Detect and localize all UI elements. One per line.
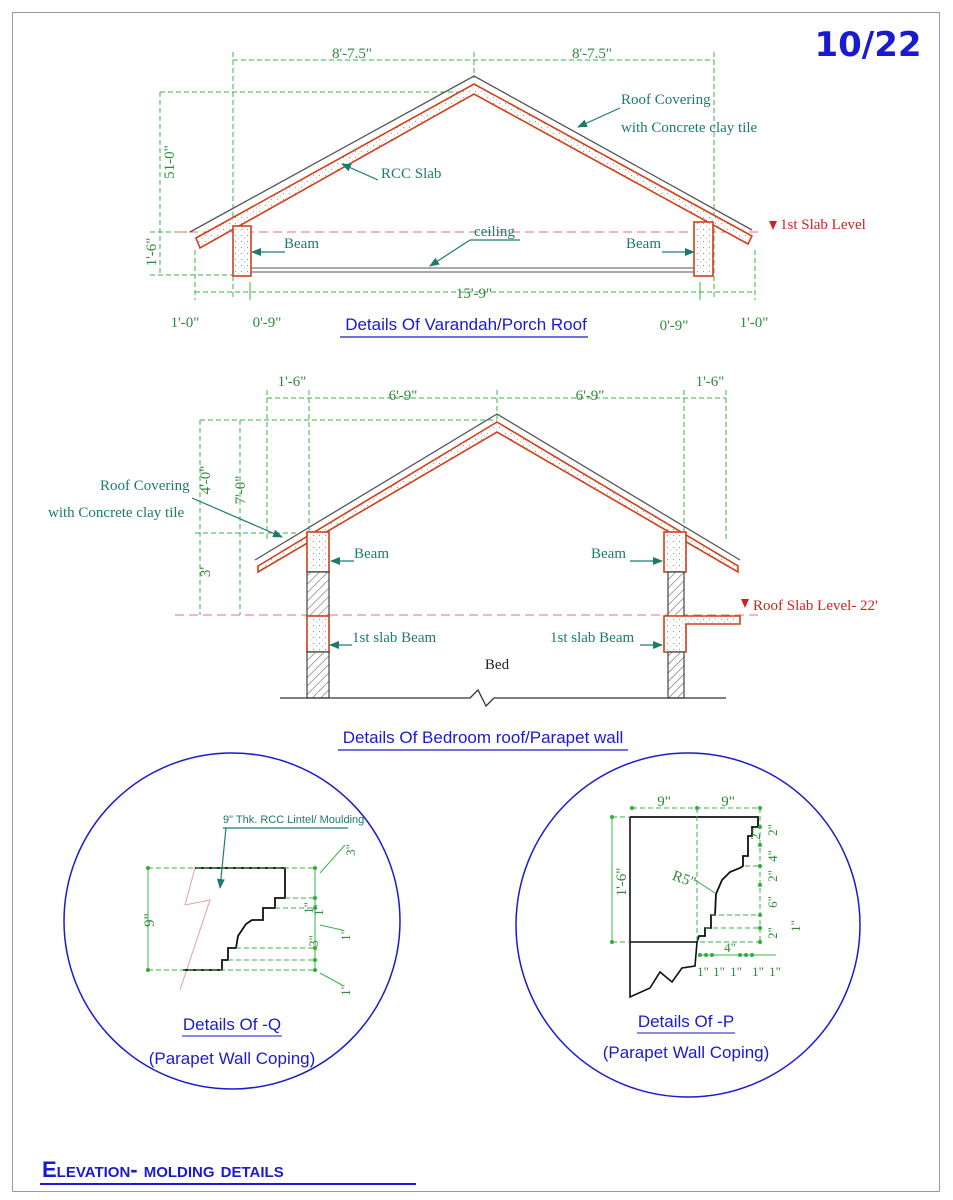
porch-label-beam-left: Beam bbox=[284, 236, 319, 252]
p-dim-s4: 2" bbox=[765, 927, 780, 939]
detail-q bbox=[64, 753, 400, 1089]
porch-dim-wall-left: 0'-9" bbox=[252, 315, 282, 331]
p-dim-height: 1'-6" bbox=[614, 867, 630, 897]
bedroom-dim-right: 6'-9" bbox=[575, 388, 605, 404]
q-dim-b: 1" bbox=[338, 929, 353, 941]
p-dim-s7: 1" bbox=[788, 920, 803, 932]
porch-caption: Details Of Varandah/Porch Roof bbox=[345, 315, 587, 334]
porch-level-label: 1st Slab Level bbox=[780, 217, 866, 233]
bedroom-dim-total: 7'-0" bbox=[233, 475, 249, 505]
p-caption-2: (Parapet Wall Coping) bbox=[602, 1043, 770, 1062]
bedroom-dim-rise: 4'-0" bbox=[198, 465, 214, 495]
p-dim-b3: 1" bbox=[730, 964, 742, 979]
porch-dim-span: 15'-9" bbox=[455, 286, 493, 302]
p-dim-s5: 6" bbox=[765, 896, 780, 908]
porch-label-rcc: RCC Slab bbox=[381, 166, 442, 182]
p-dim-s6: 2" bbox=[748, 828, 763, 840]
porch-dim-eave-left: 1'-0" bbox=[170, 315, 200, 331]
bedroom-roof-detail bbox=[48, 374, 878, 750]
porch-dim-height: 51-0" bbox=[162, 145, 178, 179]
bedroom-label-covering-2: with Concrete clay tile bbox=[48, 505, 185, 521]
bedroom-label-slab-beam-left: 1st slab Beam bbox=[352, 630, 437, 646]
bedroom-dim-eave-left: 1'-6" bbox=[277, 374, 307, 390]
p-radius: R5" bbox=[670, 868, 698, 892]
p-dim-right: 9" bbox=[721, 794, 735, 810]
q-dim-height: 9" bbox=[142, 913, 158, 927]
q-dim-a: 1" bbox=[301, 902, 316, 914]
bedroom-dim-wall: 3' bbox=[198, 566, 214, 578]
p-caption-1: Details Of -P bbox=[637, 1012, 735, 1031]
porch-dim-wall-right: 0'-9" bbox=[659, 318, 689, 334]
q-dim-d: 1" bbox=[311, 904, 326, 916]
porch-label-covering-1: Roof Covering bbox=[621, 92, 711, 108]
p-dim-b2: 1" bbox=[713, 964, 725, 979]
p-dim-s3: 2" bbox=[765, 870, 780, 882]
p-dim-b4: 1" bbox=[752, 964, 764, 979]
bedroom-label-slab-beam-right: 1st slab Beam bbox=[550, 630, 635, 646]
bedroom-label-bed: Bed bbox=[484, 657, 510, 673]
porch-dim-top-left: 8'-7.5" bbox=[331, 46, 373, 62]
bedroom-label-beam-left: Beam bbox=[354, 546, 389, 562]
porch-dim-top-right: 8'-7.5" bbox=[571, 46, 613, 62]
p-dim-s2: 4" bbox=[765, 850, 780, 862]
bedroom-caption: Details Of Bedroom roof/Parapet wall bbox=[342, 728, 624, 747]
q-label-moulding: 9" Thk. RCC Lintel/ Moulding bbox=[223, 814, 365, 826]
q-dim-bottom: 1" bbox=[338, 984, 353, 996]
q-caption-2: (Parapet Wall Coping) bbox=[148, 1049, 316, 1068]
bedroom-level-label: Roof Slab Level- 22' bbox=[753, 598, 878, 614]
porch-label-beam-right: Beam bbox=[626, 236, 661, 252]
porch-dim-eave-right: 1'-0" bbox=[739, 315, 769, 331]
porch-roof-detail bbox=[144, 46, 866, 337]
porch-label-covering-2: with Concrete clay tile bbox=[621, 120, 758, 136]
page-number: 10/22 bbox=[814, 25, 922, 65]
q-dim-c: 3" bbox=[306, 935, 321, 947]
p-dim-b5: 1" bbox=[769, 964, 781, 979]
p-dim-four: 4" bbox=[724, 940, 736, 955]
q-dim-top: 3" bbox=[343, 844, 358, 856]
bedroom-dim-eave-right: 1'-6" bbox=[695, 374, 725, 390]
p-dim-b1: 1" bbox=[697, 964, 709, 979]
porch-dim-side: 1'-6" bbox=[144, 237, 160, 267]
bedroom-dim-left: 6'-9" bbox=[388, 388, 418, 404]
p-dim-left: 9" bbox=[657, 794, 671, 810]
p-dim-s1: 2" bbox=[765, 824, 780, 836]
bedroom-label-covering-1: Roof Covering bbox=[100, 478, 190, 494]
bedroom-label-beam-right: Beam bbox=[591, 546, 626, 562]
sheet-title: Elevation- molding details bbox=[42, 1157, 284, 1182]
detail-p bbox=[516, 753, 860, 1097]
porch-label-ceiling: ceiling bbox=[474, 224, 515, 240]
q-caption-1: Details Of -Q bbox=[182, 1015, 282, 1034]
